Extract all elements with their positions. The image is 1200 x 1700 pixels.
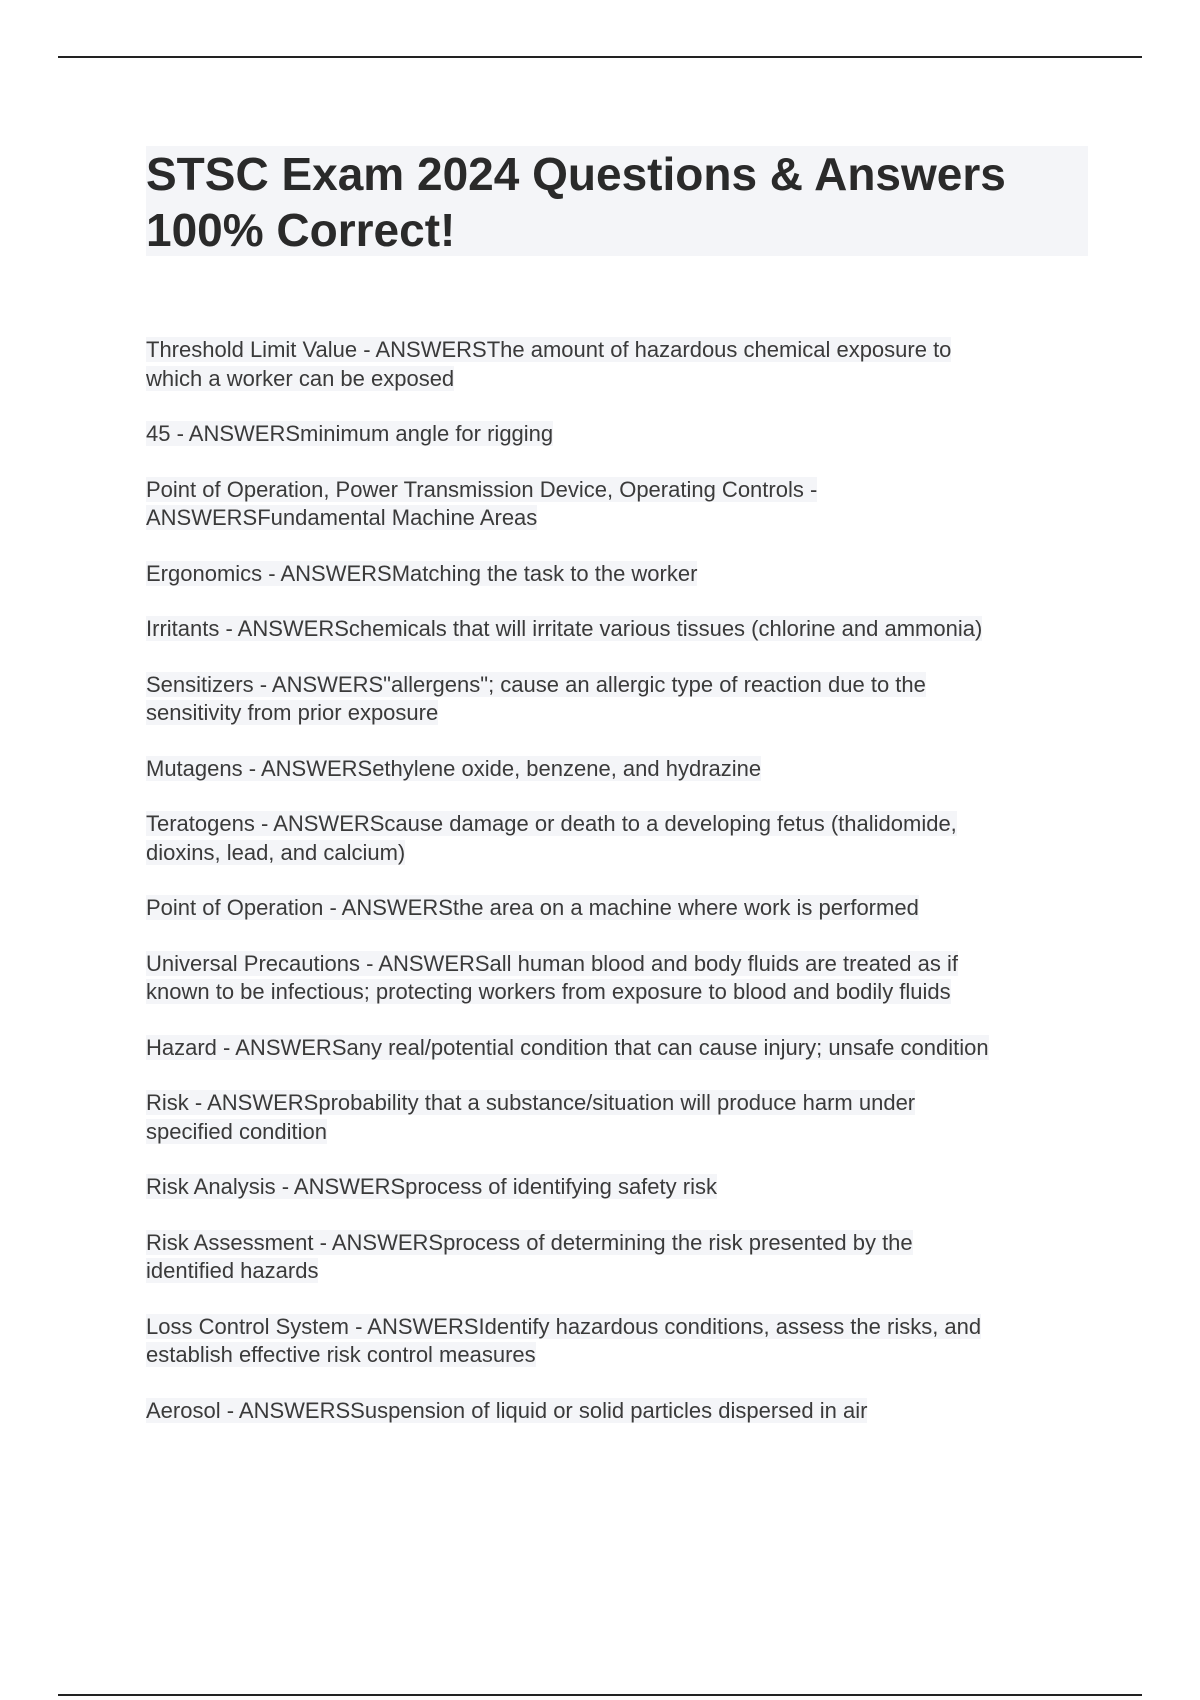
qa-item <box>146 1034 1086 1063</box>
qa-item-line <box>146 1341 1086 1370</box>
qa-item-line <box>146 1118 1086 1147</box>
qa-item-line <box>146 755 1086 784</box>
qa-item-line <box>146 1257 1086 1286</box>
qa-item-text: sensitivity from prior exposure <box>146 700 439 725</box>
qa-item-text: Sensitizers - ANSWERS"allergens"; cause an allergic type of reaction due to the <box>146 671 926 697</box>
qa-item-line <box>146 1313 1086 1342</box>
qa-item-text: Aerosol - ANSWERSSuspension of liquid or solid particles dispersed in air <box>146 1397 868 1423</box>
qa-item-text: Risk Analysis - ANSWERSprocess of identifying safety risk <box>146 1174 717 1199</box>
qa-item <box>146 755 1086 784</box>
page-title <box>146 146 1088 256</box>
qa-item-line <box>146 978 1086 1007</box>
qa-item <box>146 1229 1086 1286</box>
page-title-line-2: 100% Correct! <box>146 204 456 256</box>
qa-item-text: Irritants - ANSWERSchemicals that will irritate various tissues (chlorine and ammonia) <box>146 616 983 641</box>
qa-item-line <box>146 420 1086 449</box>
qa-item-line <box>146 1397 1086 1426</box>
qa-item-line <box>146 699 1086 728</box>
qa-item-text: Universal Precautions - ANSWERSall human blood and body fluids are treated as if <box>146 950 958 976</box>
qa-item-line <box>146 894 1086 923</box>
qa-item-line <box>146 365 1086 394</box>
qa-item <box>146 950 1086 1007</box>
qa-item-text: Risk Assessment - ANSWERSprocess of determining the risk presented by the <box>146 1229 913 1255</box>
qa-item-text: 45 - ANSWERSminimum angle for rigging <box>146 421 554 446</box>
qa-item-text: Teratogens - ANSWERScause damage or death to a developing fetus (thalidomide, <box>146 811 957 836</box>
qa-item <box>146 560 1086 589</box>
qa-item-line <box>146 1229 1086 1258</box>
qa-item <box>146 1173 1086 1202</box>
qa-item <box>146 1089 1086 1146</box>
qa-item-text: Risk - ANSWERSprobability that a substance/situation will produce harm under <box>146 1090 916 1115</box>
qa-item-text: Threshold Limit Value - ANSWERSThe amount of hazardous chemical exposure to <box>146 337 952 362</box>
qa-item-line <box>146 810 1086 839</box>
qa-item-line <box>146 615 1086 644</box>
qa-item-line <box>146 560 1086 589</box>
qa-item-line <box>146 950 1086 979</box>
bottom-divider <box>58 1694 1142 1696</box>
qa-item-text: dioxins, lead, and calcium) <box>146 839 406 865</box>
qa-item <box>146 476 1086 533</box>
qa-item <box>146 1313 1086 1370</box>
qa-item-line <box>146 504 1086 533</box>
qa-item-line <box>146 1173 1086 1202</box>
qa-item-line <box>146 1089 1086 1118</box>
qa-item-text: Hazard - ANSWERSany real/potential condition that can cause injury; unsafe condition <box>146 1034 989 1060</box>
page-title-line-1: STSC Exam 2024 Questions & Answers <box>146 148 1006 200</box>
qa-list <box>146 336 1086 1452</box>
qa-item-text: Mutagens - ANSWERSethylene oxide, benzene, and hydrazine <box>146 755 762 781</box>
qa-item-text: Point of Operation - ANSWERSthe area on a machine where work is performed <box>146 895 919 920</box>
qa-item <box>146 671 1086 728</box>
qa-item-line <box>146 1034 1086 1063</box>
qa-item-text: ANSWERSFundamental Machine Areas <box>146 505 538 530</box>
qa-item <box>146 336 1086 393</box>
qa-item-text: Point of Operation, Power Transmission Device, Operating Controls - <box>146 476 818 502</box>
qa-item-text: Ergonomics - ANSWERSMatching the task to the worker <box>146 560 698 586</box>
qa-item-text: establish effective risk control measures <box>146 1342 536 1367</box>
qa-item-text: which a worker can be exposed <box>146 365 455 391</box>
qa-item <box>146 810 1086 867</box>
qa-item <box>146 420 1086 449</box>
top-divider <box>58 56 1142 58</box>
qa-item <box>146 894 1086 923</box>
qa-item-text: identified hazards <box>146 1258 319 1283</box>
qa-item-line <box>146 839 1086 868</box>
qa-item <box>146 615 1086 644</box>
qa-item <box>146 1397 1086 1426</box>
qa-item-line <box>146 336 1086 365</box>
qa-item-line <box>146 476 1086 505</box>
qa-item-text: known to be infectious; protecting workers from exposure to blood and bodily fluids <box>146 979 951 1004</box>
qa-item-text: specified condition <box>146 1118 328 1144</box>
qa-item-text: Loss Control System - ANSWERSIdentify hazardous conditions, assess the risks, and <box>146 1313 982 1339</box>
qa-item-line <box>146 671 1086 700</box>
